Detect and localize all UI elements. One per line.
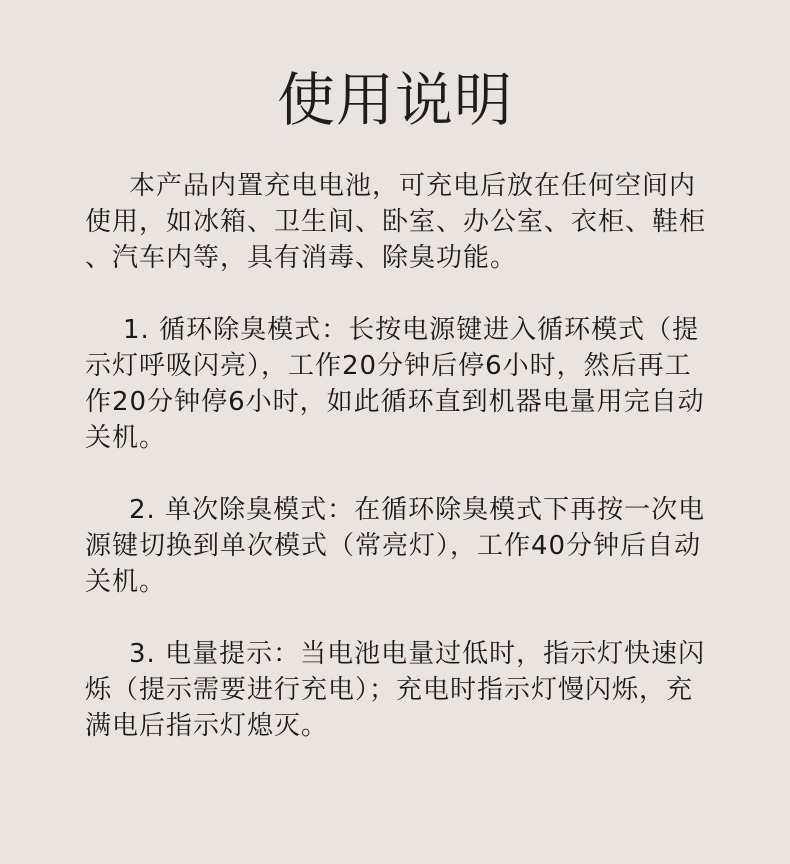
text-line: 本产品内置充电电池，可充电后放在任何空间内 [129,171,697,201]
text-line: 关机。 [85,423,167,453]
text-line: 满电后指示灯熄灭。 [85,711,329,741]
text-line: 作20分钟停6小时，如此循环直到机器电量用完自动 [85,387,705,417]
text-line: 1. 循环除臭模式：长按电源键进入循环模式（提 [123,315,700,345]
text-line: 示灯呼吸闪亮），工作20分钟后停6小时，然后再工 [85,351,692,381]
text-line: 源键切换到单次模式（常亮灯），工作40分钟后自动 [85,531,702,561]
text-line: 2. 单次除臭模式：在循环除臭模式下再按一次电 [129,495,706,525]
text-line: 使用，如冰箱、卫生间、卧室、办公室、衣柜、鞋柜 [85,207,707,237]
battery-indicator-paragraph [85,636,720,744]
intro-paragraph [85,168,720,276]
page-title: 使用说明 [276,66,513,134]
instruction-content [85,168,720,744]
cycle-mode-paragraph [85,312,720,456]
text-line: 关机。 [85,567,167,597]
text-line: 、汽车内等，具有消毒、除臭功能。 [85,243,518,273]
single-mode-paragraph [85,492,720,600]
text-line: 烁（提示需要进行充电）；充电时指示灯慢闪烁，充 [85,675,694,705]
text-line: 3. 电量提示：当电池电量过低时，指示灯快速闪 [129,639,706,669]
